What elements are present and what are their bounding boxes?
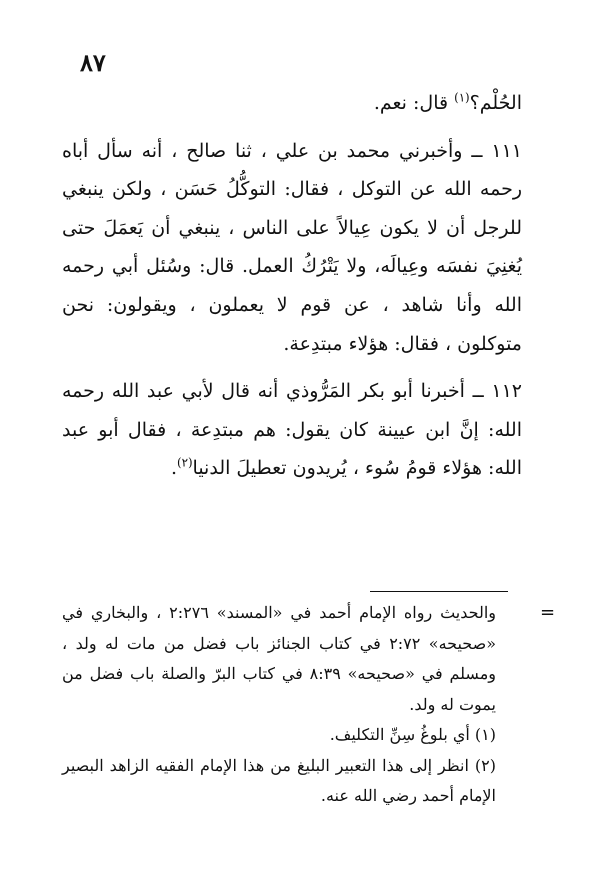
paragraph-111: ١١١ ــ وأخبرني محمد بن علي ، ثنا صالح ، أنه سأل أباه رحمه الله عن التوكل ، فقال: التوكُّلُ حَسَن ، ولكن ينبغي للرجل أن لا يكون عِيالاً على الناس ، ينبغي أن يَعمَلَ حتى يُغنِيَ نفسَه وعِيالَه، ولا يَتْرُكُ العمل. قال: وسُئل أبي رحمه الله وأنا شاهد ، عن قوم لا يعملون ، ويقولون: نحن متوكلون ، فقال: هؤلاء مبتدِعة.: [62, 139, 522, 355]
paragraph-intro-tail: قال: نعم.: [373, 92, 455, 114]
paragraph-112-tail: .: [170, 457, 178, 480]
page-number: ٨٧: [80, 48, 106, 77]
paragraph-intro-text: الحُلْم؟: [469, 92, 522, 114]
paragraph-intro: [62, 84, 522, 123]
main-text: [62, 84, 522, 488]
footnote-divider: [370, 591, 508, 592]
paragraph-112-text: ١١٢ ــ أخبرنا أبو بكر المَرُّوذي أنه قال لأبي عبد الله رحمه الله: إنَّ ابن عيينة كان يقول: هم مبتدِعة ، فقال أبو عبد الله: هؤلاء قومُ سُوء ، يُريدون تعطيلَ الدنيا: [62, 380, 522, 480]
paragraph-112: [62, 372, 522, 488]
footnote-continuation: والحديث رواه الإمام أحمد في «المسند» ٢:٢٧٦ ، والبخاري في «صحيحه» ٢:٧٢ في كتاب الجنائز باب فضل من مات له ولد ، ومسلم في «صحيحه» ٨:٣٩ في كتاب البرّ والصلة باب فضل من يموت له ولد.: [62, 603, 497, 714]
footnotes: [62, 598, 522, 812]
footnote-ref-1: (١): [454, 90, 470, 105]
footnote-1: (١) أي بلوغُ سِنِّ التكليف.: [329, 725, 496, 744]
footnote-ref-2: (٢): [177, 456, 193, 471]
footnote-continuation-mark: =: [540, 602, 556, 623]
footnote-2: (٢) انظر إلى هذا التعبير البليغ من هذا الإمام الفقيه الزاهد البصير الإمام أحمد رضي الله عنه.: [62, 755, 496, 805]
